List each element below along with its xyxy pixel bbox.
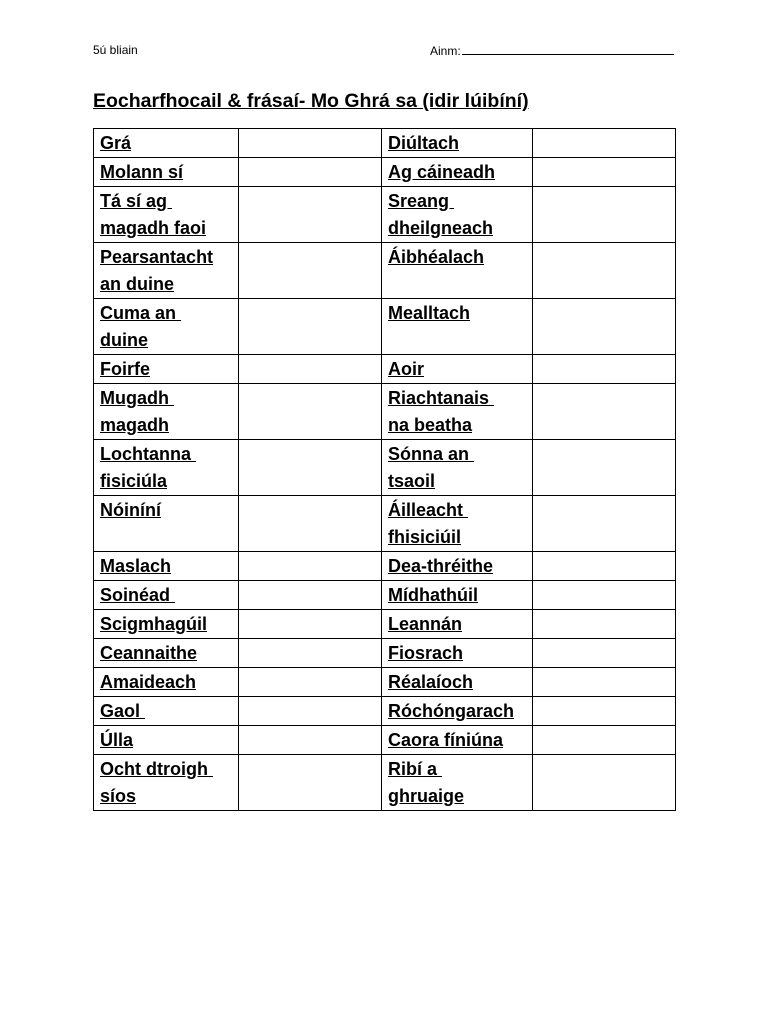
term-text-line: Maslach bbox=[100, 556, 172, 576]
right-term-cell bbox=[382, 384, 533, 440]
class-label: 5ú bliain bbox=[93, 43, 138, 57]
left-term-cell bbox=[94, 639, 239, 668]
term-text-line: ghruaige bbox=[388, 786, 465, 806]
left-term-cell bbox=[94, 668, 239, 697]
left-answer-cell[interactable] bbox=[239, 440, 382, 496]
right-term-cell bbox=[382, 697, 533, 726]
left-term-cell bbox=[94, 129, 239, 158]
term-text-line: fisiciúla bbox=[100, 471, 168, 491]
right-term-cell bbox=[382, 726, 533, 755]
left-answer-cell[interactable] bbox=[239, 384, 382, 440]
term-text-line: Ceannaithe bbox=[100, 643, 198, 663]
left-term-cell bbox=[94, 726, 239, 755]
left-answer-cell[interactable] bbox=[239, 639, 382, 668]
left-term-cell bbox=[94, 384, 239, 440]
right-answer-cell[interactable] bbox=[533, 440, 676, 496]
right-answer-cell[interactable] bbox=[533, 299, 676, 355]
left-answer-cell[interactable] bbox=[239, 726, 382, 755]
left-answer-cell[interactable] bbox=[239, 299, 382, 355]
term-text-line: Áibhéalach bbox=[388, 247, 485, 267]
left-answer-cell[interactable] bbox=[239, 129, 382, 158]
left-answer-cell[interactable] bbox=[239, 158, 382, 187]
right-answer-cell[interactable] bbox=[533, 755, 676, 811]
term-text-line: Ocht dtroigh bbox=[100, 759, 213, 779]
right-answer-cell[interactable] bbox=[533, 355, 676, 384]
term-text-line: Áilleacht bbox=[388, 500, 469, 520]
table-row bbox=[94, 755, 676, 811]
table-row bbox=[94, 299, 676, 355]
table-row bbox=[94, 496, 676, 552]
right-term-cell bbox=[382, 755, 533, 811]
term-text-line: fhisiciúil bbox=[388, 527, 462, 547]
right-answer-cell[interactable] bbox=[533, 496, 676, 552]
term-text-line: Sreang bbox=[388, 191, 455, 211]
term-text-line: tsaoil bbox=[388, 471, 436, 491]
right-term-cell bbox=[382, 158, 533, 187]
term-text-line: Fiosrach bbox=[388, 643, 464, 663]
term-text-line: Scigmhagúil bbox=[100, 614, 208, 634]
right-answer-cell[interactable] bbox=[533, 726, 676, 755]
left-term-cell bbox=[94, 299, 239, 355]
table-row bbox=[94, 187, 676, 243]
right-term-cell bbox=[382, 129, 533, 158]
term-text-line: Cuma an bbox=[100, 303, 182, 323]
term-text-line: Leannán bbox=[388, 614, 463, 634]
table-row bbox=[94, 158, 676, 187]
right-term-cell bbox=[382, 639, 533, 668]
right-answer-cell[interactable] bbox=[533, 610, 676, 639]
name-label: Ainm: bbox=[430, 44, 461, 58]
left-term-cell bbox=[94, 440, 239, 496]
left-term-cell bbox=[94, 355, 239, 384]
right-term-cell bbox=[382, 581, 533, 610]
right-term-cell bbox=[382, 243, 533, 299]
term-text-line: Diúltach bbox=[388, 133, 460, 153]
term-text-line: Tá sí ag bbox=[100, 191, 173, 211]
right-answer-cell[interactable] bbox=[533, 639, 676, 668]
left-answer-cell[interactable] bbox=[239, 355, 382, 384]
table-row bbox=[94, 610, 676, 639]
left-answer-cell[interactable] bbox=[239, 697, 382, 726]
right-term-cell bbox=[382, 187, 533, 243]
term-text-line: dheilgneach bbox=[388, 218, 494, 238]
left-term-cell bbox=[94, 158, 239, 187]
vocabulary-table bbox=[93, 128, 676, 811]
right-answer-cell[interactable] bbox=[533, 158, 676, 187]
term-text-line: Grá bbox=[100, 133, 132, 153]
left-answer-cell[interactable] bbox=[239, 610, 382, 639]
table-row bbox=[94, 581, 676, 610]
term-text-line: an duine bbox=[100, 274, 175, 294]
left-answer-cell[interactable] bbox=[239, 552, 382, 581]
term-text-line: magadh faoi bbox=[100, 218, 207, 238]
left-term-cell bbox=[94, 610, 239, 639]
right-answer-cell[interactable] bbox=[533, 243, 676, 299]
term-text-line: na beatha bbox=[388, 415, 473, 435]
term-text-line: Riachtanais bbox=[388, 388, 495, 408]
right-term-cell bbox=[382, 610, 533, 639]
term-text-line: Soinéad bbox=[100, 585, 176, 605]
left-term-cell bbox=[94, 187, 239, 243]
table-row bbox=[94, 355, 676, 384]
term-text-line: Mugadh bbox=[100, 388, 174, 408]
left-term-cell bbox=[94, 697, 239, 726]
table-row bbox=[94, 668, 676, 697]
left-answer-cell[interactable] bbox=[239, 755, 382, 811]
table-row bbox=[94, 243, 676, 299]
right-answer-cell[interactable] bbox=[533, 552, 676, 581]
term-text-line: Róchóngarach bbox=[388, 701, 515, 721]
term-text-line: Sónna an bbox=[388, 444, 475, 464]
right-term-cell bbox=[382, 299, 533, 355]
term-text-line: duine bbox=[100, 330, 148, 350]
term-text-line: magadh bbox=[100, 415, 170, 435]
term-text-line: Foirfe bbox=[100, 359, 151, 379]
name-field bbox=[430, 43, 674, 58]
right-term-cell bbox=[382, 668, 533, 697]
term-text-line: Caora fíniúna bbox=[388, 730, 504, 750]
table-row bbox=[94, 129, 676, 158]
table-row bbox=[94, 726, 676, 755]
left-answer-cell[interactable] bbox=[239, 581, 382, 610]
term-text-line: Amaideach bbox=[100, 672, 197, 692]
term-text-line: Aoir bbox=[388, 359, 424, 379]
term-text-line: Gaol bbox=[100, 701, 146, 721]
right-answer-cell[interactable] bbox=[533, 668, 676, 697]
right-answer-cell[interactable] bbox=[533, 697, 676, 726]
term-text-line: Úlla bbox=[100, 730, 134, 750]
term-text-line: Ribí a bbox=[388, 759, 443, 779]
term-text-line: Dea-thréithe bbox=[388, 556, 494, 576]
name-blank-line bbox=[462, 43, 674, 55]
left-answer-cell[interactable] bbox=[239, 668, 382, 697]
term-text-line: síos bbox=[100, 786, 137, 806]
right-answer-cell[interactable] bbox=[533, 187, 676, 243]
right-term-cell bbox=[382, 496, 533, 552]
table-row bbox=[94, 384, 676, 440]
left-term-cell bbox=[94, 552, 239, 581]
term-text-line: Réalaíoch bbox=[388, 672, 474, 692]
term-text-line: Mídhathúil bbox=[388, 585, 478, 605]
left-term-cell bbox=[94, 581, 239, 610]
left-term-cell bbox=[94, 755, 239, 811]
left-answer-cell[interactable] bbox=[239, 496, 382, 552]
left-answer-cell[interactable] bbox=[239, 243, 382, 299]
vocabulary-table-body bbox=[94, 129, 676, 811]
term-text-line: Nóiníní bbox=[100, 500, 161, 520]
right-term-cell bbox=[382, 440, 533, 496]
left-answer-cell[interactable] bbox=[239, 187, 382, 243]
term-text-line: Lochtanna bbox=[100, 444, 197, 464]
term-text-line: Ag cáineadh bbox=[388, 162, 496, 182]
right-term-cell bbox=[382, 552, 533, 581]
right-term-cell bbox=[382, 355, 533, 384]
table-row bbox=[94, 639, 676, 668]
term-text-line: Mealltach bbox=[388, 303, 471, 323]
page-title: Eocharfhocail & frásaí- Mo Ghrá sa (idir lúibíní) bbox=[93, 90, 529, 112]
term-text-line: Molann sí bbox=[100, 162, 184, 182]
term-text-line: Pearsantacht bbox=[100, 247, 214, 267]
table-row bbox=[94, 552, 676, 581]
left-term-cell bbox=[94, 496, 239, 552]
table-row bbox=[94, 697, 676, 726]
right-answer-cell[interactable] bbox=[533, 384, 676, 440]
right-answer-cell[interactable] bbox=[533, 129, 676, 158]
table-row bbox=[94, 440, 676, 496]
left-term-cell bbox=[94, 243, 239, 299]
right-answer-cell[interactable] bbox=[533, 581, 676, 610]
